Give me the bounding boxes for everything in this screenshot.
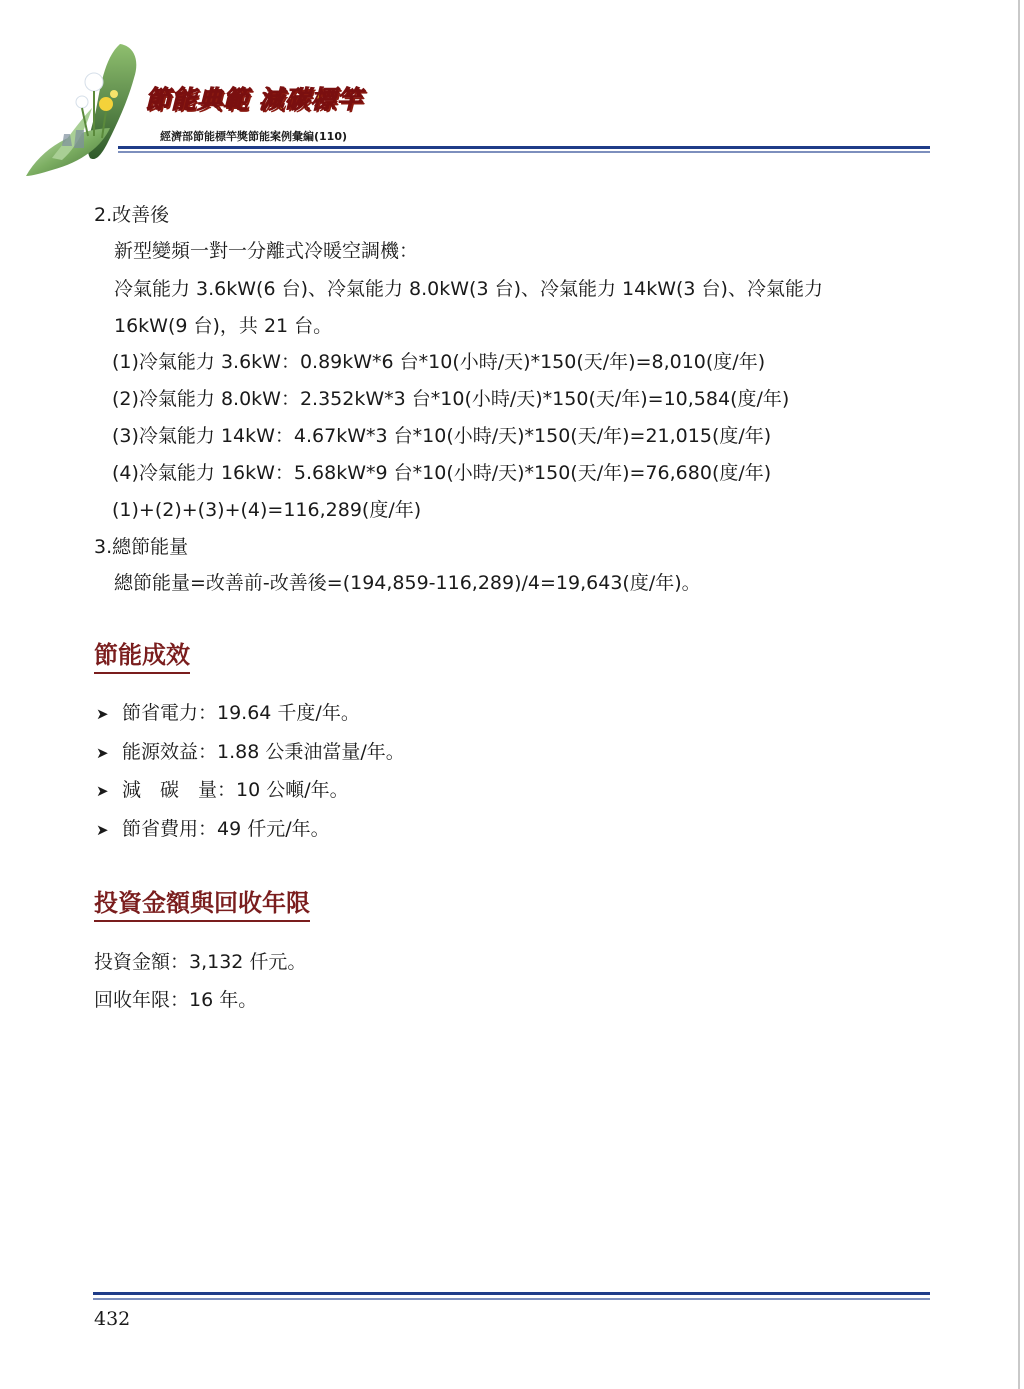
benefit-item: [96, 700, 360, 727]
section-heading-after: 2.改善後: [94, 204, 170, 226]
arrow-bullet-icon: ➤: [96, 821, 109, 839]
investment-heading: 投資金額與回收年限: [94, 886, 310, 922]
benefit-item: [96, 777, 349, 804]
calc-total-line: (1)+(2)+(3)+(4)=116,289(度/年): [112, 499, 422, 521]
taiwan-leaf-logo-icon: [22, 38, 157, 180]
benefit-text: 減 碳 量：10 公噸/年。: [122, 779, 349, 801]
header-rule: [118, 146, 930, 153]
benefit-text: 能源效益：1.88 公秉油當量/年。: [122, 741, 405, 763]
page-edge-line: [1018, 0, 1020, 1389]
total-savings-formula: 總節能量=改善前-改善後=(194,859-116,289)/4=19,643(度/年)。: [114, 572, 701, 594]
calc-line: (2)冷氣能力 8.0kW：2.352kW*3 台*10(小時/天)*150(天/年)=10,584(度/年): [112, 388, 790, 410]
page-number: 432: [94, 1308, 131, 1330]
capacity-line-1: 冷氣能力 3.6kW(6 台)、冷氣能力 8.0kW(3 台)、冷氣能力 14kW(3 台)、冷氣能力: [114, 278, 823, 300]
calc-line: (3)冷氣能力 14kW：4.67kW*3 台*10(小時/天)*150(天/年)=21,015(度/年): [112, 425, 772, 447]
benefits-heading: 節能成效: [94, 638, 190, 674]
capacity-line-2: 16kW(9 台)，共 21 台。: [114, 315, 333, 337]
calc-line: (1)冷氣能力 3.6kW：0.89kW*6 台*10(小時/天)*150(天/年)=8,010(度/年): [112, 351, 766, 373]
benefit-item: [96, 739, 405, 766]
arrow-bullet-icon: ➤: [96, 782, 109, 800]
benefit-item: [96, 816, 330, 843]
payback-period: 回收年限：16 年。: [94, 989, 258, 1011]
logo-subtitle: 經濟部節能標竿獎節能案例彙編(110): [160, 130, 348, 143]
arrow-bullet-icon: ➤: [96, 744, 109, 762]
investment-amount: 投資金額：3,132 仟元。: [94, 951, 307, 973]
benefit-text: 節省費用：49 仟元/年。: [122, 818, 330, 840]
benefit-text: 節省電力：19.64 千度/年。: [122, 702, 360, 724]
footer-rule: [93, 1292, 930, 1300]
equipment-intro: 新型變頻一對一分離式冷暖空調機：: [114, 240, 419, 262]
section-heading-total: 3.總節能量: [94, 536, 189, 558]
arrow-bullet-icon: ➤: [96, 705, 109, 723]
calc-line: (4)冷氣能力 16kW：5.68kW*9 台*10(小時/天)*150(天/年)=76,680(度/年): [112, 462, 772, 484]
logo-title: 節能典範 減碳標竿: [145, 85, 363, 114]
